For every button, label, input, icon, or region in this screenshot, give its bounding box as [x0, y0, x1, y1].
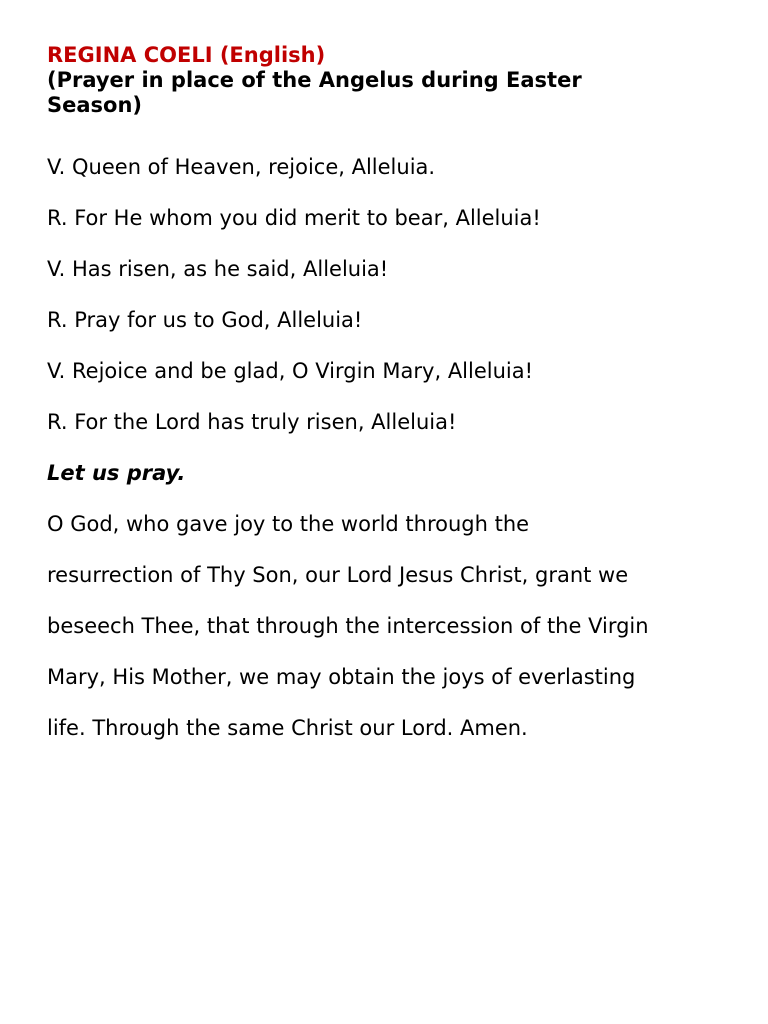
versicle-line: V. Has risen, as he said, Alleluia! — [47, 257, 389, 281]
versicles-list — [47, 142, 747, 499]
let-us-pray-heading: Let us pray. — [47, 461, 186, 485]
prayer-line: life. Through the same Christ our Lord. Amen. — [47, 716, 528, 740]
response-line: R. For the Lord has truly risen, Alleluia! — [47, 410, 457, 434]
document-page — [47, 43, 747, 754]
prayer-line: beseech Thee, that through the intercession of the Virgin — [47, 614, 649, 638]
versicle-line: V. Rejoice and be glad, O Virgin Mary, Alleluia! — [47, 359, 534, 383]
versicle-line: V. Queen of Heaven, rejoice, Alleluia. — [47, 155, 436, 179]
response-line: R. For He whom you did merit to bear, Alleluia! — [47, 206, 541, 230]
prayer-line: O God, who gave joy to the world through the — [47, 512, 530, 536]
prayer-paragraph — [47, 499, 747, 754]
document-title: REGINA COELI (English) — [47, 43, 326, 67]
document-subtitle — [47, 68, 747, 118]
subtitle-line: Season) — [47, 93, 143, 117]
response-line: R. Pray for us to God, Alleluia! — [47, 308, 363, 332]
prayer-line: resurrection of Thy Son, our Lord Jesus Christ, grant we — [47, 563, 629, 587]
subtitle-line: (Prayer in place of the Angelus during Easter — [47, 68, 582, 92]
prayer-line: Mary, His Mother, we may obtain the joys of everlasting — [47, 665, 636, 689]
